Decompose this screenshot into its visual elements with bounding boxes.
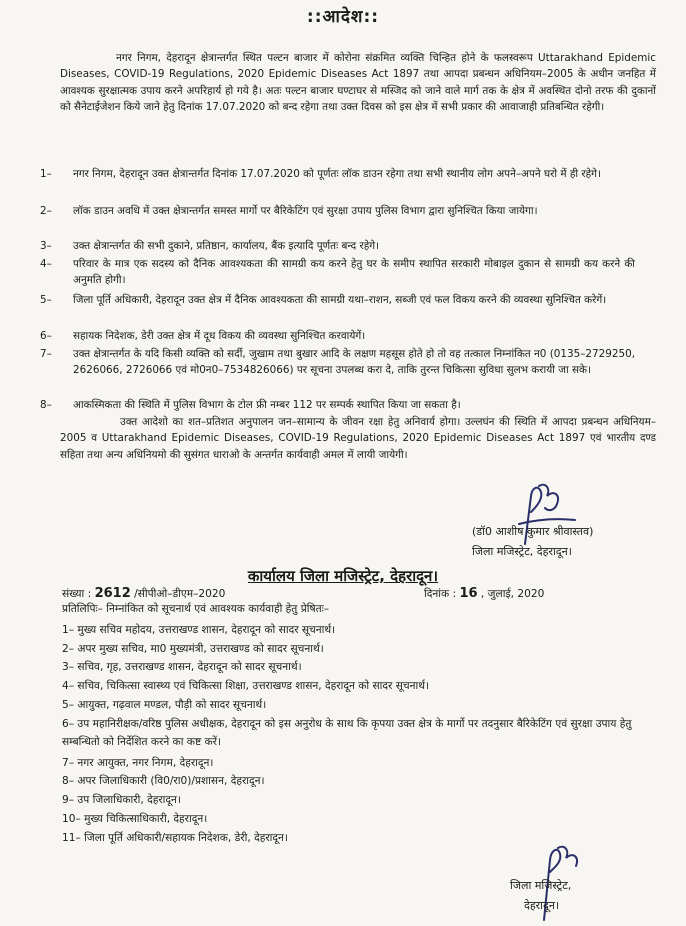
copy-item-5: 5– आयुक्त, गढ़वाल मण्डल, पौड़ी को सादर सूचनार्थ। (62, 699, 267, 711)
item-text: आकस्मिकता की स्थिति में पुलिस विभाग के टोल फ्री नम्बर 112 पर सम्पर्क स्थापित किया जा सकता है। (73, 399, 461, 411)
item-text: उक्त क्षेत्रान्तर्गत की सभी दुकाने, प्रतिष्ठान, कार्यालय, बैंक इत्यादि पूर्णतः बन्द रहेगे। (73, 240, 380, 252)
copy-item-1: 1– मुख्य सचिव महोदय, उत्तराखण्ड शासन, देहरादून को सादर सूचनार्थ। (62, 624, 336, 636)
reference-number (62, 586, 225, 601)
item-text: सहायक निदेशक, डेरी उक्त क्षेत्र में दूध विकय की व्यवस्था सुनिश्चित करवायेगें। (73, 330, 366, 342)
item-text: उक्त क्षेत्रान्तर्गत के यदि किसी व्यक्ति को सर्दी, जुखाम तथा बुखार आदि के लक्षण महसूस होते हो तो वह तत्काल निम्नांकित न0 (0135–2729250, 2626066, 2726066 एवं मो0न0–7534826066) पर सूचना उपलब्ध करा दे, ताकि तुरन्त चिकित्सा सुविधा सुलभ करायी जा सके। (73, 348, 635, 377)
order-title: ::आदेश:: (306, 7, 380, 27)
closing-paragraph: उक्त आदेशो का शत–प्रतिशत अनुपालन जन–सामान्य के जीवन रक्षा हेतु अनिवार्य होगा। उल्लघंन की स्थिति में आपदा प्रबन्धन अधिनियम– 2005 व Uttarakhand Epidemic Diseases, COVID-19 Regulations, 2020 Epidemic Diseases Act 1897 एवं भारतीय दण्ड सहिता तथा अन्य अधिनियमो की सुसंगत धाराओ के अन्तर्गत कार्यवाही अमल में लायी जायेगी। (60, 416, 656, 461)
item-number: 1– (40, 168, 52, 180)
item-number: 8– (40, 399, 52, 411)
intro-paragraph: नगर निगम, देहरादून क्षेत्रान्तर्गत स्थित पल्टन बाजार में कोरोना संक्रमित व्यक्ति चिन्हित होने के फलस्वरूप Uttarakhand Epidemic Diseases, COVID-19 Regulations, 2020 Epidemic Diseases Act 1897 तथा आपदा प्रबन्धन अधिनियम–2005 के अधीन जनहित में आवश्यक सुरक्षात्मक उपाय करने अपरिहार्य हो गये है। अतः पल्टन बाजार घण्टाघर से मस्जिद को जाने वाले मार्ग तक के क्षेत्र में अवस्थित दोनो तरफ की दुकानों को सैनेटाईजेशन किये जाने हेतु दिनांक 17.07.2020 को बन्द रहेगा तथा उक्त दिवस को इस क्षेत्र में सभी प्रकार की आवाजाही प्रतिबन्धित रहेगी। (60, 52, 656, 114)
signatory-block (472, 522, 593, 562)
final-sig-line-1: जिला मजिस्ट्रेट, (510, 879, 572, 892)
signatory-designation: जिला मजिस्ट्रेट, देहरादून। (472, 545, 572, 558)
ref-number: 2612 (94, 586, 131, 601)
date-rest: , जुलाई, 2020 (480, 588, 545, 600)
item-number: 7– (40, 348, 52, 360)
copy-item-4: 4– सचिव, चिकित्सा स्वास्थ्य एवं चिकित्सा शिक्षा, उत्तराखण्ड शासन, देहरादून को सादर सूचनार्थ। (62, 680, 430, 692)
copy-item-9: 9– उप जिलाधिकारी, देहरादून। (62, 794, 181, 806)
item-text: परिवार के मात्र एक सदस्य को दैनिक आवश्यकता की सामग्री कय करने हेतु घर के समीप स्थापित सरकारी मोबाइल दुकान से सामग्री कय करने की अनुमति होगी। (73, 258, 635, 287)
ref-suffix: /सीपीओ–डीएम–2020 (134, 588, 226, 600)
item-number: 5– (40, 294, 52, 306)
item-number: 3– (40, 240, 52, 252)
copy-heading: प्रतिलिपिः– निम्नांकित को सूचनार्थ एवं आवश्यक कार्यवाही हेतु प्रेषितः– (62, 603, 330, 615)
item-text: नगर निगम, देहरादून उक्त क्षेत्रान्तर्गत दिनांक 17.07.2020 को पूर्णतः लॉक डाउन रहेगा तथा सभी स्थानीय लोग अपने–अपने घरो में ही रहेगे। (73, 168, 601, 180)
copy-item-8: 8– अपर जिलाधिकारी (वि0/रा0)/प्रशासन, देहरादून। (62, 775, 265, 787)
copy-item-11: 11– जिला पूर्ति अधिकारी/सहायक निदेशक, डेरी, देहरादून। (62, 832, 288, 844)
copy-item-3: 3– सचिव, गृह, उत्तराखण्ड शासन, देहरादून को सादर सूचनार्थ। (62, 661, 302, 673)
item-number: 4– (40, 258, 52, 270)
date-day: 16 (459, 586, 478, 601)
signatory-name: (डॉ0 आशीष कुमार श्रीवास्तव) (472, 525, 594, 538)
final-signatory-block (510, 876, 571, 916)
copy-item-10: 10– मुख्य चिकित्साधिकारी, देहरादून। (62, 813, 208, 825)
copy-item-2: 2– अपर मुख्य सचिव, मा0 मुख्यमंत्री, उत्तराखण्ड को सादर सूचनार्थ। (62, 643, 324, 655)
item-number: 2– (40, 205, 52, 217)
copy-item-7: 7– नगर आयुक्त, नगर निगम, देहरादून। (62, 757, 214, 769)
ref-label: संख्या : (62, 588, 92, 600)
order-date (424, 586, 544, 601)
office-heading: कार्यालय जिला मजिस्ट्रेट, देहरादून। (247, 567, 439, 585)
date-label: दिनांक : (424, 588, 457, 600)
final-sig-line-2: देहरादून। (524, 899, 560, 912)
item-number: 6– (40, 330, 52, 342)
copy-item-6: 6– उप महानिरीक्षक/वरिष्ठ पुलिस अधीक्षक, देहरादून को इस अनुरोध के साथ कि कृपया उक्त क्षेत्र के मार्गो पर तदनुसार बैरिकेटिंग एवं सुरक्षा उपाय हेतु सम्बन्धितो को निर्देशित करने का कष्ट करें। (62, 718, 632, 748)
item-text: लॉक डाउन अवधि में उक्त क्षेत्रान्तर्गत समस्त मार्गो पर बैरिकेटिंग एवं सुरक्षा उपाय पुलिस विभाग द्वारा सुनिश्चित किया जायेगा। (73, 205, 538, 217)
item-text: जिला पूर्ति अधिकारी, देहरादून उक्त क्षेत्र में दैनिक आवश्यकता की सामग्री यथा–राशन, सब्जी एवं फल विकय करने की व्यवस्था सुनिश्चित करेगें। (73, 294, 607, 306)
